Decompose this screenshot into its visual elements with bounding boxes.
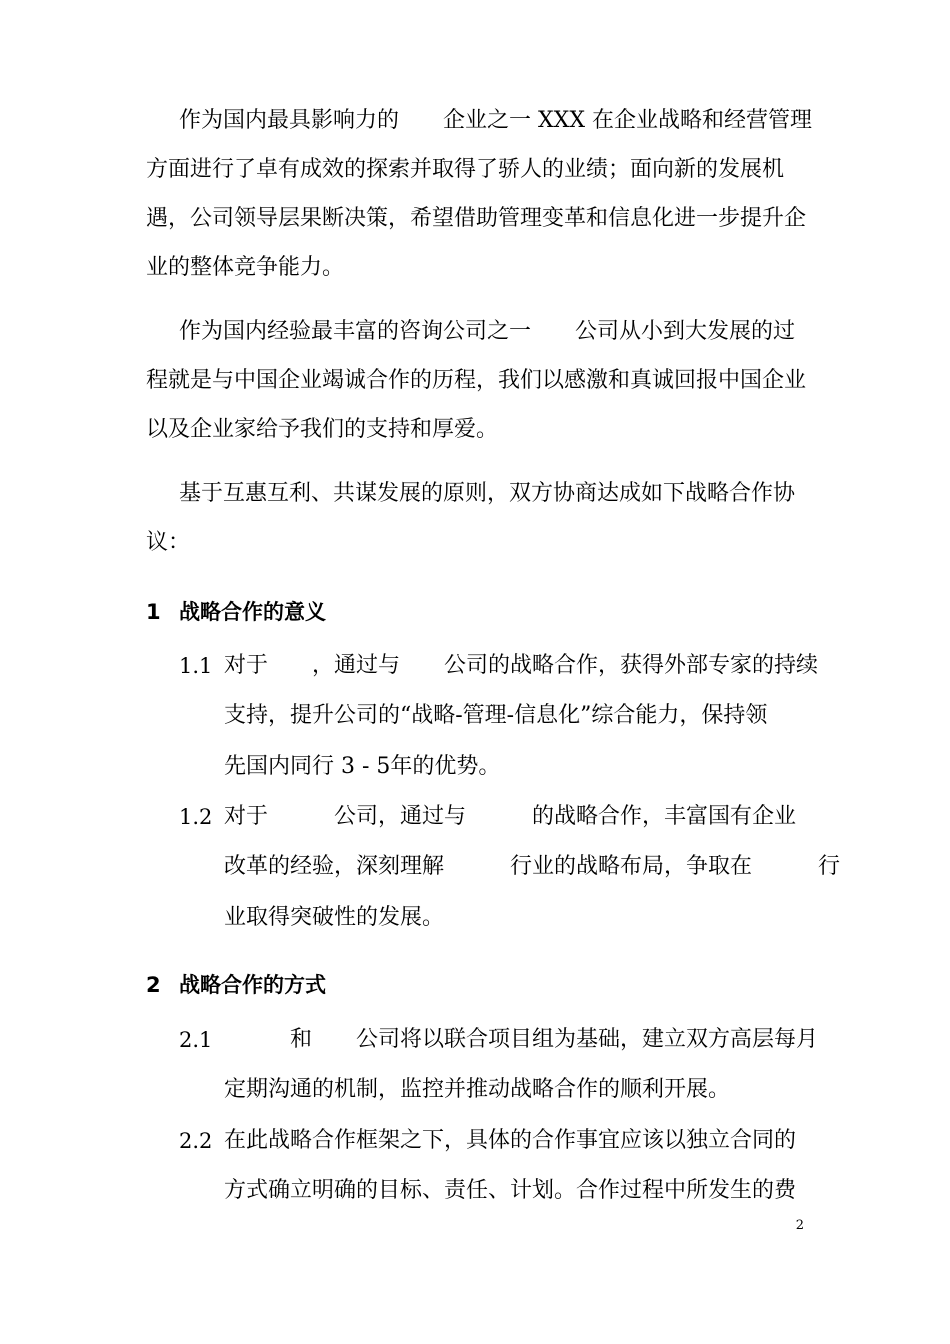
text-line: 和 公司将以联合项目组为基础，建立双方高层每月: [224, 1027, 819, 1052]
clause-number: 2.2: [179, 1129, 213, 1153]
clause-number: 2.1: [179, 1028, 213, 1052]
text-line: 对于 公司，通过与 的战略合作，丰富国有企业: [224, 804, 797, 829]
section-title: 战略合作的方式: [179, 973, 326, 997]
text-line: 在此战略合作框架之下，具体的合作事宜应该以独立合同的: [224, 1128, 797, 1153]
text-line: 遇，公司领导层果断决策，希望借助管理变革和信息化进一步提升企: [146, 206, 807, 231]
page-number: 2: [795, 1218, 804, 1233]
section-title: 战略合作的意义: [179, 600, 326, 624]
text-line: 方面进行了卓有成效的探索并取得了骄人的业绩；面向新的发展机: [146, 157, 785, 182]
section-number: 1: [146, 600, 161, 624]
text-line: 以及企业家给予我们的支持和厚爱。: [146, 417, 499, 442]
text-line: 作为国内经验最丰富的咨询公司之一 公司从小到大发展的过: [179, 319, 796, 344]
clause-number: 1.1: [179, 654, 213, 678]
text-line: 议：: [146, 530, 191, 555]
text-line: 改革的经验，深刻理解 行业的战略布局，争取在 行: [224, 854, 841, 879]
section-number: 2: [146, 973, 161, 997]
text-line: 基于互惠互利、共谋发展的原则，双方协商达成如下战略合作协: [179, 481, 796, 506]
text-line: 方式确立明确的目标、责任、计划。合作过程中所发生的费: [224, 1178, 797, 1203]
text-line: 对于 ，通过与 公司的战略合作，获得外部专家的持续: [224, 653, 819, 678]
text-line: 作为国内最具影响力的 企业之一 XXX 在企业战略和经营管理: [179, 108, 812, 133]
text-line: 业的整体竞争能力。: [146, 255, 345, 280]
text-line: 程就是与中国企业竭诚合作的历程，我们以感激和真诚回报中国企业: [146, 368, 807, 393]
clause-number: 1.2: [179, 805, 213, 829]
text-line: 业取得突破性的发展。: [224, 905, 445, 930]
text-line: 支持，提升公司的“战略-管理-信息化”综合能力，保持领: [224, 703, 768, 728]
text-line: 定期沟通的机制，监控并推动战略合作的顺利开展。: [224, 1077, 731, 1102]
text-line: 先国内同行 3 - 5年的优势。: [224, 754, 501, 779]
